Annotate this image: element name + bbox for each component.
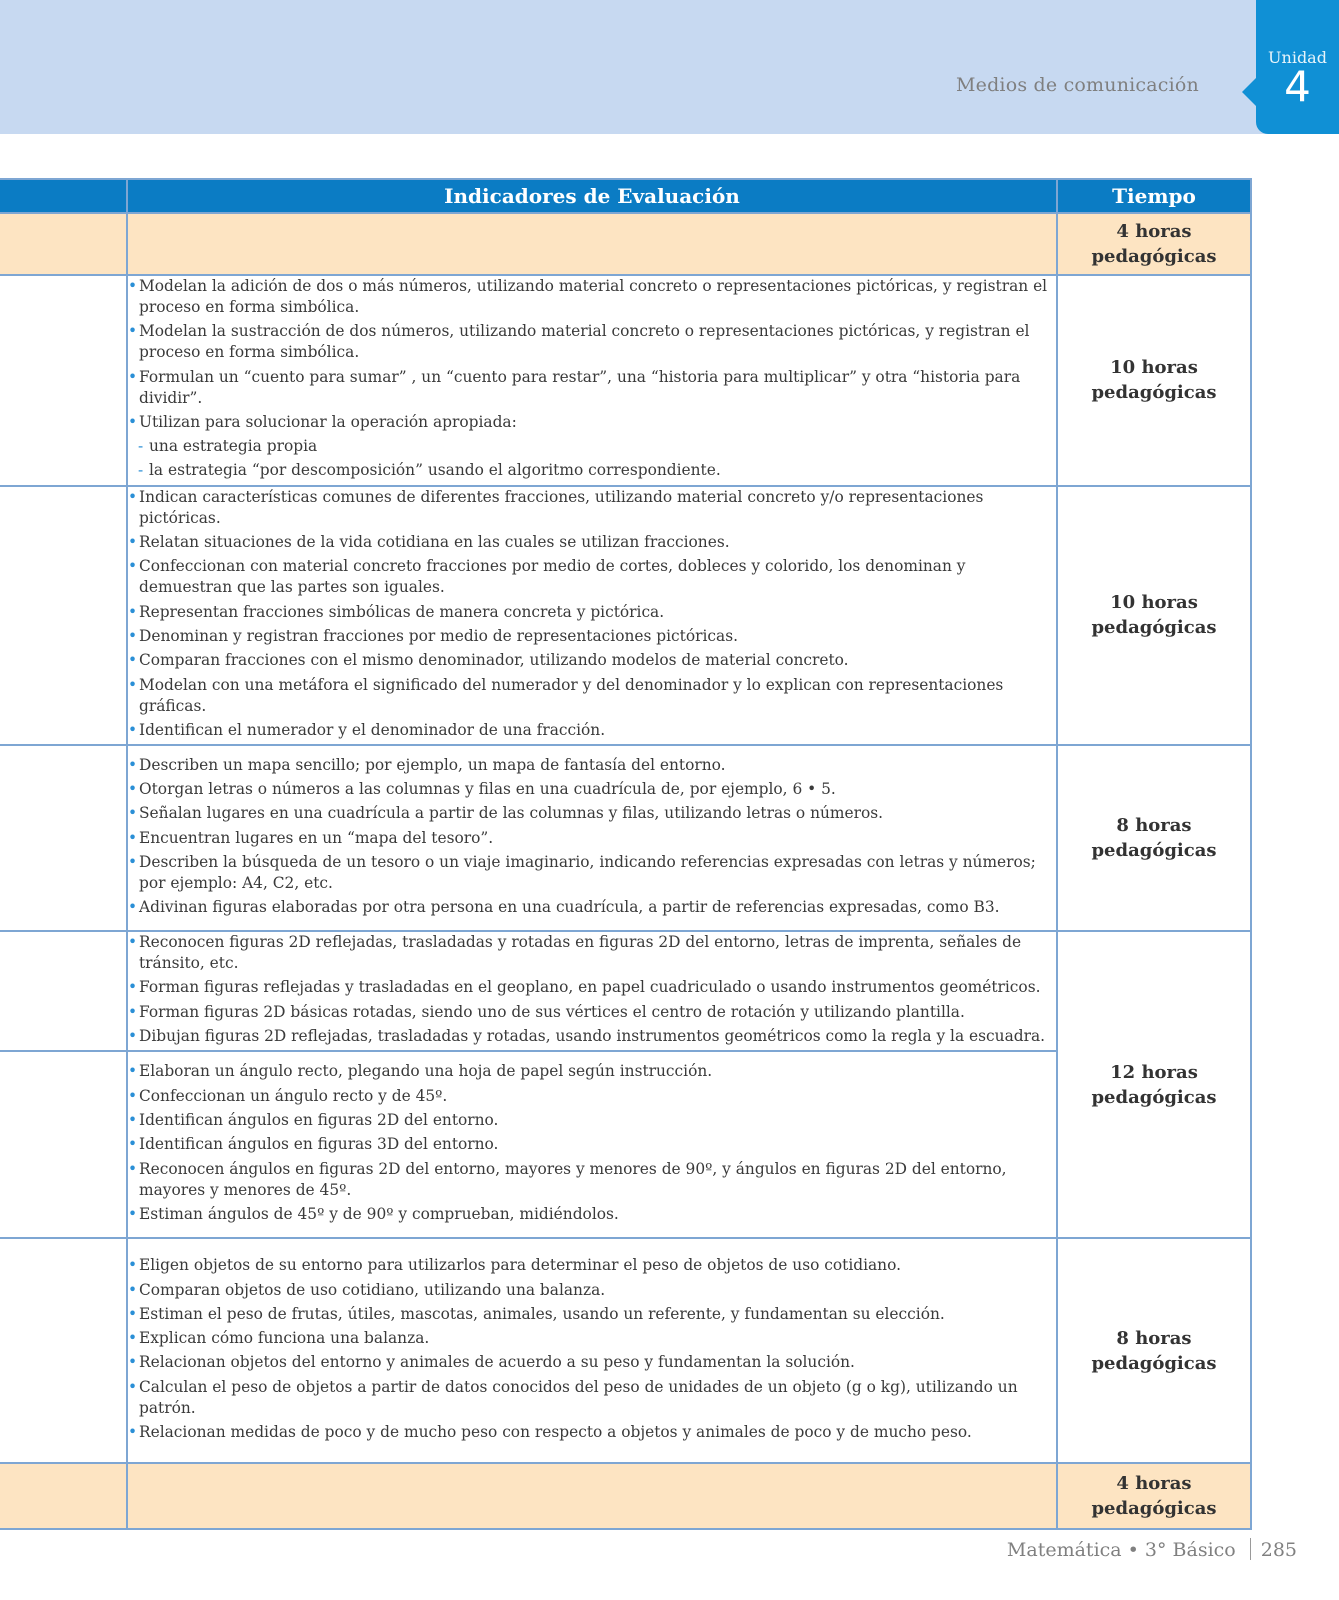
indicators-cell: [127, 486, 1057, 745]
list-item: • Confeccionan un ángulo recto y de 45º.: [128, 1086, 1056, 1107]
list-item: • Otorgan letras o números a las columnas y filas en una cuadrícula de, por ejemplo, 6 • 5.: [128, 779, 1056, 800]
table-row: [0, 745, 1251, 931]
list-item: • Forman figuras 2D básicas rotadas, siendo uno de sus vértices el centro de rotación y utilizando plantilla.: [128, 1002, 1056, 1023]
objective-cell: [0, 931, 127, 1051]
time-cell: 8 horas pedagógicas: [1057, 745, 1251, 931]
list-item: • Relacionan medidas de poco y de mucho peso con respecto a objetos y animales de poco y de mucho peso.: [128, 1422, 1056, 1443]
unit-tab: [1256, 0, 1339, 134]
unit-number: 4: [1284, 62, 1311, 111]
indicators-cell: [127, 745, 1057, 931]
table-row: [0, 275, 1251, 486]
list-item: • Modelan con una metáfora el significado del numerador y del denominador y lo explican con representaciones gráficas.: [128, 675, 1056, 717]
time-cell: 10 horas pedagógicas: [1057, 486, 1251, 745]
indicators-cell: [127, 275, 1057, 486]
list-item: • Reconocen figuras 2D reflejadas, trasladadas y rotadas en figuras 2D del entorno, letras de imprenta, señales de tránsito, etc.: [128, 932, 1056, 974]
list-item: • Formulan un “cuento para sumar” , un “cuento para restar”, una “historia para multiplicar” y otra “historia para dividir”.: [128, 367, 1056, 409]
list-item: • Señalan lugares en una cuadrícula a partir de las columnas y filas, utilizando letras o números.: [128, 803, 1056, 824]
list-item: • Relatan situaciones de la vida cotidiana en las cuales se utilizan fracciones.: [128, 532, 1056, 553]
list-item: • Elaboran un ángulo recto, plegando una hoja de papel según instrucción.: [128, 1061, 1056, 1082]
time-cell: 10 horas pedagógicas: [1057, 275, 1251, 486]
book-title: Matemática • 3° Básico: [1006, 1539, 1236, 1561]
list-item: • Modelan la sustracción de dos números, utilizando material concreto o representaciones pictóricas, y registran el proceso en forma simbólica.: [128, 321, 1056, 363]
list-item: • Adivinan figuras elaboradas por otra persona en una cuadrícula, a partir de referencias expresadas, como B3.: [128, 897, 1056, 918]
list-item: • Comparan fracciones con el mismo denominador, utilizando modelos de material concreto.: [128, 650, 1056, 671]
time-cell: 8 horas pedagógicas: [1057, 1238, 1251, 1463]
time-cell: 4 horas pedagógicas: [1057, 213, 1251, 275]
objective-cell: [0, 1051, 127, 1238]
list-item: • Identifican ángulos en figuras 3D del entorno.: [128, 1134, 1056, 1155]
list-item: • Identifican el numerador y el denominador de una fracción.: [128, 720, 1056, 741]
indicators-cell: [127, 213, 1057, 275]
list-item: • Relacionan objetos del entorno y animales de acuerdo a su peso y fundamentan la solución.: [128, 1352, 1056, 1373]
list-item: • Forman figuras reflejadas y trasladadas en el geoplano, en papel cuadriculado o usando instrumentos geométricos.: [128, 977, 1056, 998]
list-item: • Encuentran lugares en un “mapa del tesoro”.: [128, 828, 1056, 849]
objective-cell: [0, 275, 127, 486]
footer-divider: [1250, 1538, 1251, 1560]
list-item: • Comparan objetos de uso cotidiano, utilizando una balanza.: [128, 1280, 1056, 1301]
table-row-highlight: [0, 213, 1251, 275]
table-row: [0, 931, 1251, 1051]
table-row: [0, 486, 1251, 745]
indicators-cell: [127, 1238, 1057, 1463]
indicators-header: Indicadores de Evaluación: [127, 179, 1057, 213]
sub-list-item: - la estrategia “por descomposición” usando el algoritmo correspondiente.: [128, 460, 1056, 481]
list-item: • Reconocen ángulos en figuras 2D del entorno, mayores y menores de 90º, y ángulos en figuras 2D del entorno, mayores y menores de 45º.: [128, 1159, 1056, 1201]
list-item: • Indican características comunes de diferentes fracciones, utilizando material concreto y/o representaciones pictóricas.: [128, 487, 1056, 529]
header-band: [0, 0, 1339, 134]
unit-label: Unidad: [1268, 48, 1327, 67]
indicators-cell: [127, 1463, 1057, 1529]
unit-tab-pointer: [1242, 78, 1256, 106]
objective-cell: [0, 1463, 127, 1529]
page-number: 285: [1260, 1539, 1297, 1561]
page-footer: [1007, 1538, 1297, 1561]
unit-title: Medios de comunicación: [955, 74, 1199, 96]
objective-cell: [0, 486, 127, 745]
list-item: • Estiman ángulos de 45º y de 90º y comprueban, midiéndolos.: [128, 1204, 1056, 1225]
objective-header-cell: [0, 179, 127, 213]
evaluation-table: [0, 178, 1252, 1530]
table-row-highlight: [0, 1463, 1251, 1529]
objective-cell: [0, 213, 127, 275]
list-item: • Describen un mapa sencillo; por ejemplo, un mapa de fantasía del entorno.: [128, 755, 1056, 776]
table-row: [0, 1238, 1251, 1463]
table-header-row: [0, 179, 1251, 213]
list-item: • Identifican ángulos en figuras 2D del entorno.: [128, 1110, 1056, 1131]
list-item: • Denominan y registran fracciones por medio de representaciones pictóricas.: [128, 626, 1056, 647]
list-item: • Explican cómo funciona una balanza.: [128, 1328, 1056, 1349]
list-item: • Representan fracciones simbólicas de manera concreta y pictórica.: [128, 602, 1056, 623]
indicators-cell: [127, 931, 1057, 1051]
indicators-cell: [127, 1051, 1057, 1238]
objective-cell: [0, 745, 127, 931]
list-item: • Describen la búsqueda de un tesoro o un viaje imaginario, indicando referencias expresadas con letras y números; por ejemplo: A4, C2, etc.: [128, 852, 1056, 894]
time-cell: 4 horas pedagógicas: [1057, 1463, 1251, 1529]
time-header: Tiempo: [1057, 179, 1251, 213]
list-item: • Dibujan figuras 2D reflejadas, trasladadas y rotadas, usando instrumentos geométricos como la regla y la escuadra.: [128, 1026, 1056, 1047]
sub-list-item: - una estrategia propia: [128, 436, 1056, 457]
list-item: • Estiman el peso de frutas, útiles, mascotas, animales, usando un referente, y fundamentan su elección.: [128, 1304, 1056, 1325]
list-item: • Calculan el peso de objetos a partir de datos conocidos del peso de unidades de un objeto (g o kg), utilizando un patrón.: [128, 1377, 1056, 1419]
list-item: • Eligen objetos de su entorno para utilizarlos para determinar el peso de objetos de uso cotidiano.: [128, 1255, 1056, 1276]
time-cell: 12 horas pedagógicas: [1057, 931, 1251, 1238]
list-item: • Utilizan para solucionar la operación apropiada:: [128, 412, 1056, 433]
list-item: • Modelan la adición de dos o más números, utilizando material concreto o representaciones pictóricas, y registran el proceso en forma simbólica.: [128, 276, 1056, 318]
list-item: • Confeccionan con material concreto fracciones por medio de cortes, dobleces y colorido, los denominan y demuestran que las partes son iguales.: [128, 556, 1056, 598]
objective-cell: [0, 1238, 127, 1463]
